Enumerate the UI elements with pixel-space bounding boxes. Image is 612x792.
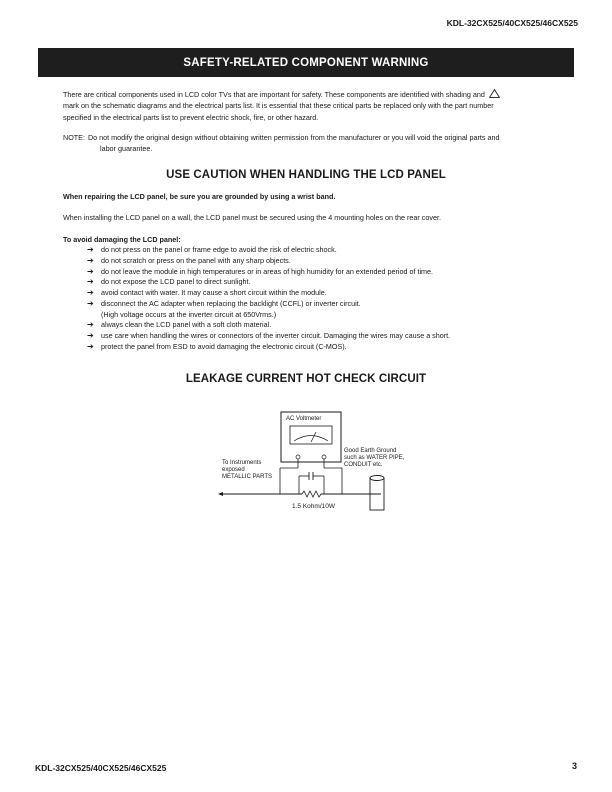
arrow-icon: ➔ bbox=[87, 331, 94, 340]
list-item-text: do not press on the panel or frame edge to avoid the risk of electric shock. bbox=[101, 245, 337, 254]
arrow-icon: ➔ bbox=[87, 266, 94, 276]
ground-label-1: Good Earth Ground bbox=[344, 448, 397, 454]
meter-scale-arc bbox=[294, 436, 328, 442]
list-item bbox=[87, 342, 557, 353]
arrow-icon: ➔ bbox=[87, 320, 94, 330]
list-item bbox=[87, 331, 557, 342]
resistor-symbol bbox=[302, 491, 321, 497]
list-item-text: avoid contact with water. It may cause a short circuit within the module. bbox=[101, 288, 327, 297]
arrow-icon: ➔ bbox=[87, 288, 94, 297]
list-item-text: always clean the LCD panel with a soft cloth material. bbox=[101, 320, 272, 330]
list-item-text: do not leave the module in high temperatures or in areas of high humidity for an extended period of time. bbox=[101, 266, 434, 276]
note-block bbox=[63, 132, 563, 155]
note-line-2: labor guarantee. bbox=[99, 144, 153, 154]
arrow-icon: ➔ bbox=[87, 255, 94, 265]
lcd-section-title: USE CAUTION WHEN HANDLING THE LCD PANEL bbox=[166, 169, 446, 181]
arrow-icon: ➔ bbox=[87, 245, 94, 254]
ground-label-2: such as WATER PIPE, bbox=[344, 455, 405, 461]
voltmeter-label: AC Voltmeter bbox=[286, 416, 322, 422]
avoid-damage-list bbox=[87, 245, 557, 353]
page-number: 3 bbox=[571, 761, 577, 771]
instruments-label-3: METALLIC PARTS bbox=[222, 474, 273, 480]
list-item-text: use care when handling the wires or connectors of the inverter circuit. Damaging the wires may cause a short. bbox=[101, 331, 451, 340]
list-item bbox=[87, 245, 557, 256]
list-item-text: do not scratch or press on the panel with any sharp objects. bbox=[101, 255, 291, 265]
list-item-text: do not expose the LCD panel to direct sunlight. bbox=[101, 277, 251, 287]
circuit-svg bbox=[206, 400, 416, 520]
wall-mount-note: When installing the LCD panel on a wall, the LCD panel must be secured using the 4 mounting holes on the rear cover. bbox=[63, 213, 441, 222]
list-item bbox=[87, 256, 557, 267]
warning-triangle-icon bbox=[489, 89, 500, 98]
safety-warning-banner: SAFETY-RELATED COMPONENT WARNING bbox=[38, 48, 574, 77]
page-header-model: KDL-32CX525/40CX525/46CX525 bbox=[446, 18, 578, 28]
note-line-1: Do not modify the original design without obtaining written permission from the manufacturer or you will void the original parts and bbox=[87, 133, 500, 142]
instruments-label-2: exposed bbox=[222, 467, 245, 473]
intro-paragraph bbox=[63, 89, 558, 123]
arrow-icon: ➔ bbox=[87, 298, 94, 308]
intro-line-1: There are critical components used in LCD color TVs that are important for safety. These components are identified with shading and bbox=[63, 90, 485, 99]
avoid-heading: To avoid damaging the LCD panel: bbox=[63, 235, 181, 244]
list-item-subtext: (High voltage occurs at the inverter circuit at 650Vrms.) bbox=[101, 309, 277, 319]
terminal-left bbox=[296, 455, 300, 459]
terminal-right bbox=[322, 455, 326, 459]
arrow-left-icon bbox=[218, 492, 223, 496]
footer-model: KDL-32CX525/40CX525/46CX525 bbox=[35, 763, 167, 773]
ground-warning: When repairing the LCD panel, be sure you are grounded by using a wrist band. bbox=[63, 192, 336, 201]
list-item bbox=[87, 277, 557, 288]
resistor-label: 1.5 Kohm/10W bbox=[292, 503, 335, 510]
ground-label-3: CONDUIT etc. bbox=[344, 462, 383, 468]
list-item bbox=[87, 288, 557, 299]
meter-needle bbox=[311, 432, 316, 442]
intro-line-2: mark on the schematic diagrams and the electrical parts list. It is essential that these critical parts be replaced only with the part number bbox=[63, 101, 494, 111]
arrow-icon: ➔ bbox=[87, 341, 94, 351]
list-item bbox=[87, 267, 557, 278]
arrow-icon: ➔ bbox=[87, 277, 94, 287]
leakage-circuit-diagram bbox=[206, 400, 416, 520]
list-item-text: protect the panel from ESD to avoid damaging the electronic circuit (C-MOS). bbox=[101, 341, 347, 351]
list-item bbox=[87, 299, 557, 321]
intro-line-3: specified in the electrical parts list to prevent electric shock, fire, or other hazard. bbox=[63, 112, 319, 122]
list-item-text: disconnect the AC adapter when replacing the backlight (CCFL) or inverter circuit. bbox=[101, 298, 361, 308]
leakage-section-title: LEAKAGE CURRENT HOT CHECK CIRCUIT bbox=[185, 373, 427, 385]
instruments-label-1: To Instruments bbox=[222, 460, 262, 466]
note-label: NOTE: bbox=[63, 133, 85, 142]
list-item bbox=[87, 320, 557, 331]
